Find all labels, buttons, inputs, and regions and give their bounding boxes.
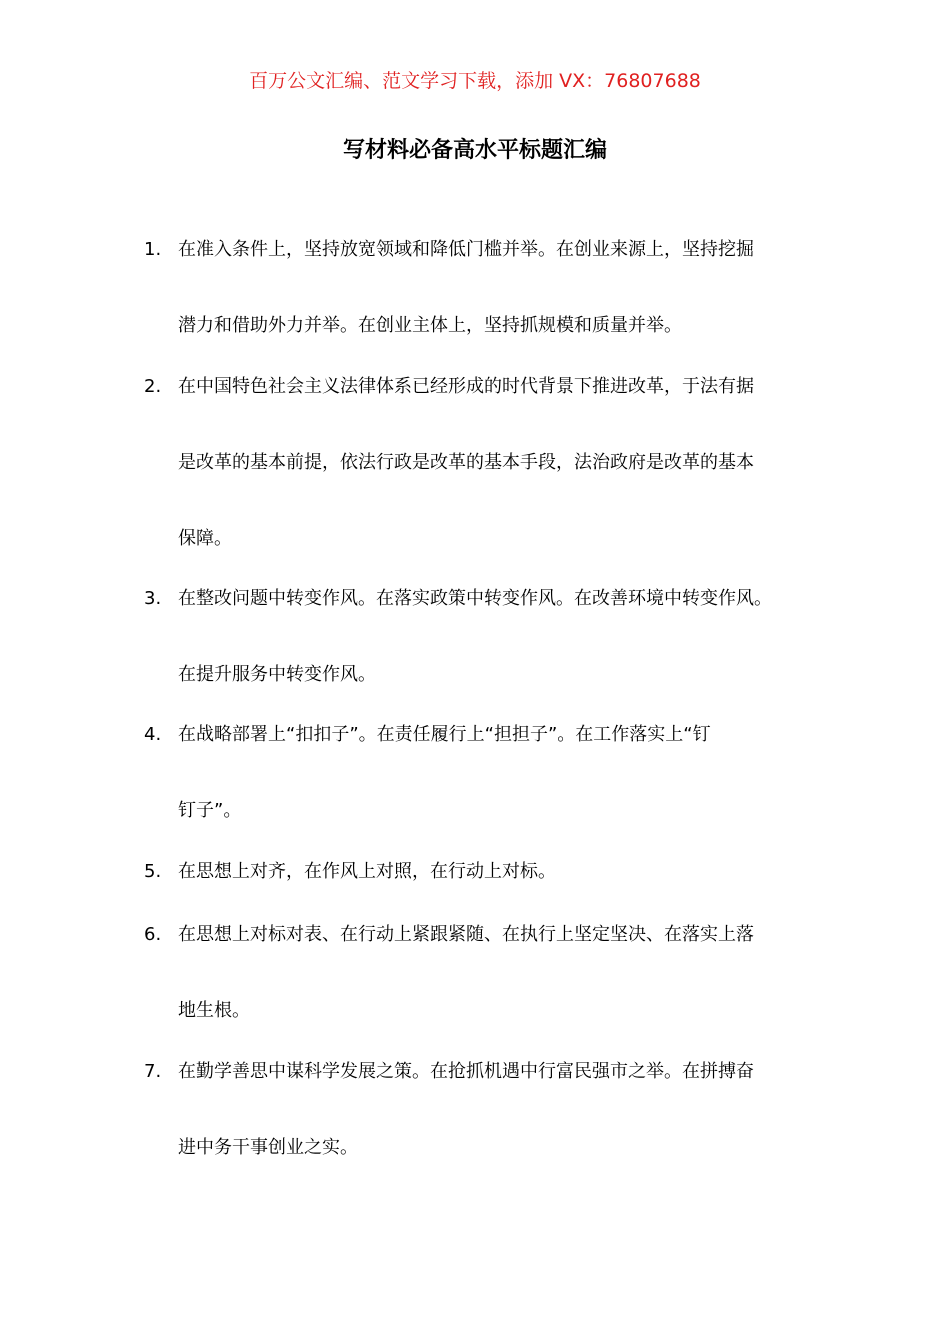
item-line: 在思想上对标对表、在行动上紧跟紧随、在执行上坚定坚决、在落实上落 [178, 924, 754, 945]
item-line: 潜力和借助外力并举。在创业主体上，坚持抓规模和质量并举。 [178, 315, 682, 336]
item-text [178, 212, 823, 364]
item-text [178, 561, 823, 713]
item-number: 2. [144, 376, 162, 397]
item-line: 在勤学善思中谋科学发展之策。在抢抓机遇中行富民强市之举。在拼搏奋 [178, 1061, 754, 1082]
item-line: 钉子”。 [178, 800, 242, 821]
item-number: 4. [144, 724, 162, 745]
item-line: 在提升服务中转变作风。 [178, 664, 376, 685]
item-line: 在思想上对齐，在作风上对照，在行动上对标。 [178, 861, 556, 882]
promo-banner: 百万公文汇编、范文学习下载，添加 VX：76807688 [249, 70, 701, 92]
item-line: 保障。 [178, 528, 232, 549]
item-number: 1. [144, 239, 162, 260]
item-line: 在中国特色社会主义法律体系已经形成的时代背景下推进改革，于法有据 [178, 376, 754, 397]
item-line: 地生根。 [178, 1000, 250, 1021]
item-number: 7. [144, 1061, 162, 1082]
item-number: 3. [144, 588, 162, 609]
item-line: 进中务干事创业之实。 [178, 1137, 358, 1158]
item-text [178, 697, 823, 849]
item-line: 在整改问题中转变作风。在落实政策中转变作风。在改善环境中转变作风。 [178, 588, 772, 609]
item-number: 5. [144, 861, 162, 882]
item-line: 是改革的基本前提，依法行政是改革的基本手段，法治政府是改革的基本 [178, 452, 754, 473]
item-number: 6. [144, 924, 162, 945]
item-line: 在战略部署上“扣扣子”。在责任履行上“担担子”。在工作落实上“钉 [178, 724, 711, 745]
item-text [178, 1034, 823, 1186]
item-text [178, 897, 823, 1049]
item-text [178, 349, 823, 577]
page-title: 写材料必备高水平标题汇编 [342, 138, 607, 163]
item-line: 在准入条件上，坚持放宽领域和降低门槛并举。在创业来源上，坚持挖掘 [178, 239, 754, 260]
